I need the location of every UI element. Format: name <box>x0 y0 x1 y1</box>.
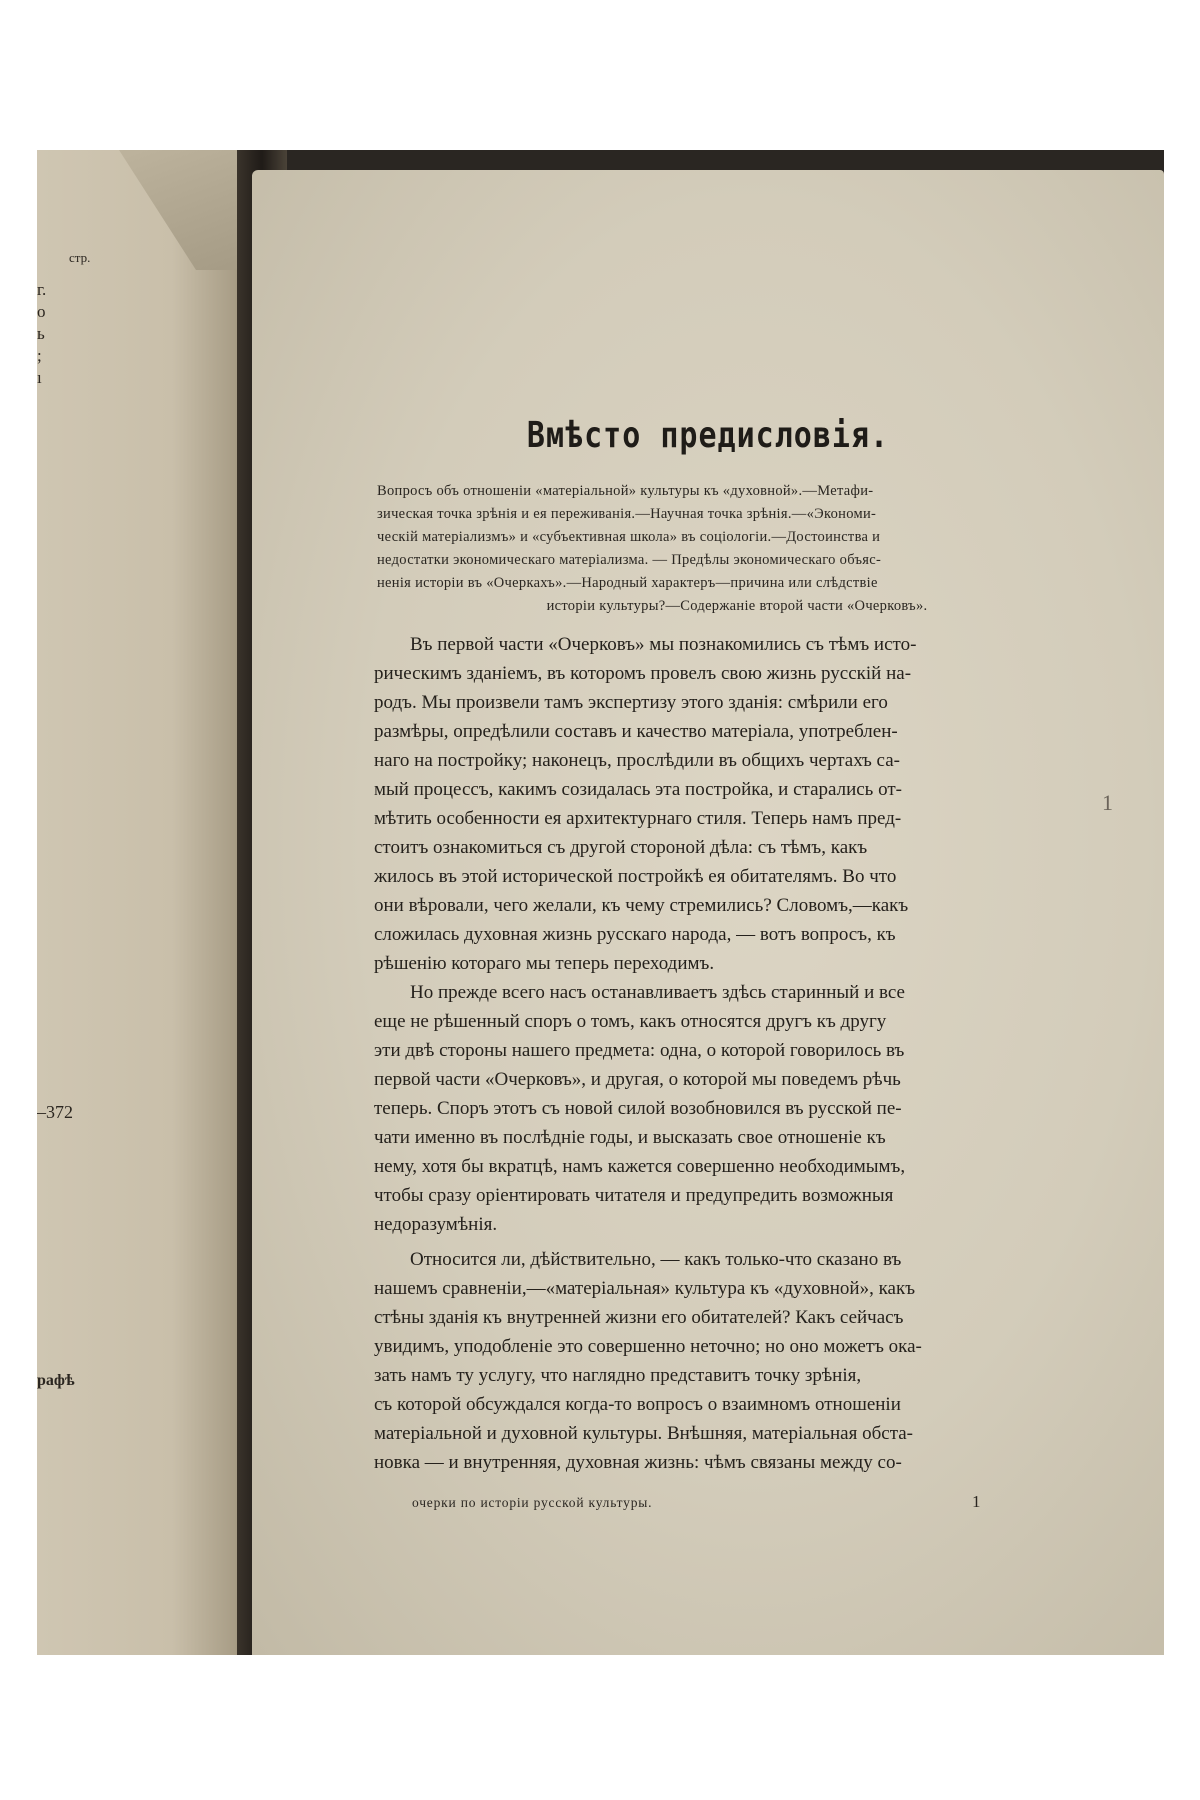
text-line: рѣшенію котораго мы теперь переходимъ. <box>374 953 715 974</box>
paragraph-1 <box>374 630 1064 978</box>
text-line: чати именно въ послѣдніе годы, и высказать свое отношеніе къ <box>374 1127 886 1148</box>
text-line: нему, хотя бы вкратцѣ, намъ кажется совершенно необходимымъ, <box>374 1156 906 1177</box>
summary-line: исторіи культуры?—Содержаніе второй части «Очерковъ». <box>546 598 928 614</box>
paragraph-3 <box>374 1245 1064 1477</box>
text-line: сложилась духовная жизнь русскаго народа, — вотъ вопросъ, къ <box>374 924 896 945</box>
left-fragment: ; <box>37 346 42 365</box>
summary-line: Вопросъ объ отношеніи «матеріальной» культуры къ «духовной».—Метафи- <box>377 483 874 499</box>
summary-line: недостатки экономическаго матеріализма. — Предѣлы экономическаго объяс- <box>377 552 882 568</box>
summary-line: зическая точка зрѣнія и ея переживанія.—Научная точка зрѣнія.—«Экономи- <box>377 506 877 522</box>
left-fragment: ь <box>37 324 45 343</box>
text-line: Относится ли, дѣйствительно, — какъ только-что сказано въ <box>410 1249 902 1270</box>
body-text <box>374 630 1064 1477</box>
text-line: зать намъ ту услугу, что наглядно представитъ точку зрѣнія, <box>374 1365 862 1386</box>
text-line: наго на постройку; наконецъ, прослѣдили въ общихъ чертахъ са- <box>374 750 900 771</box>
left-fragment: о <box>37 302 46 321</box>
text-line: Но прежде всего насъ останавливаетъ здѣсь старинный и все <box>410 982 905 1003</box>
text-line: нашемъ сравненіи,—«матеріальная» культура къ «духовной», какъ <box>374 1278 916 1299</box>
text-line: размѣры, опредѣлили составъ и качество матеріала, употреблен- <box>374 721 898 742</box>
page-title: Вмѣсто предисловія. <box>526 414 890 457</box>
text-line: теперь. Споръ этотъ съ новой силой возобновился въ русской пе- <box>374 1098 902 1119</box>
text-line: Въ первой части «Очерковъ» мы познакомились съ тѣмъ исто- <box>410 634 917 655</box>
left-fragment: г. <box>37 280 47 299</box>
text-line: рическимъ зданіемъ, въ которомъ провелъ свою жизнь русскій на- <box>374 663 912 684</box>
left-fragment: рафѣ <box>37 1372 75 1389</box>
summary-line: ненія исторіи въ «Очеркахъ».—Народный характеръ—причина или слѣдствіе <box>377 575 878 591</box>
text-line: они вѣровали, чего желали, къ чему стремились? Словомъ,—какъ <box>374 895 909 916</box>
text-line: родъ. Мы произвели тамъ экспертизу этого зданія: смѣрили его <box>374 692 888 713</box>
text-line: увидимъ, уподобленіе это совершенно неточно; но оно можетъ ока- <box>374 1336 922 1357</box>
summary-line: ческій матеріализмъ» и «субъективная школа» въ соціологіи.—Достоинства и <box>377 529 881 545</box>
left-fragment: ı <box>37 368 42 387</box>
pencil-margin-mark: 1 <box>1102 790 1113 815</box>
running-footer-title: очерки по исторіи русской культуры. <box>412 1495 653 1510</box>
text-line: первой части «Очерковъ», и другая, о которой мы поведемъ рѣчь <box>374 1069 901 1090</box>
text-line: чтобы сразу оріентировать читателя и предупредить возможныя <box>374 1185 894 1206</box>
left-fragment: стр. <box>69 250 91 265</box>
page-number: 1 <box>972 1492 981 1511</box>
paragraph-2 <box>374 978 1064 1239</box>
text-line: жилось въ этой исторической постройкѣ ея обитателямъ. Во что <box>374 866 897 887</box>
left-fragment: –372 <box>37 1102 73 1122</box>
text-line: еще не рѣшенный споръ о томъ, какъ относятся другъ къ другу <box>374 1011 887 1032</box>
text-line: новка — и внутренняя, духовная жизнь: чѣмъ связаны между со- <box>374 1452 902 1473</box>
text-line: недоразумѣнія. <box>374 1214 498 1235</box>
chapter-summary <box>377 480 1057 618</box>
text-line: съ которой обсуждался когда-то вопросъ о взаимномъ отношеніи <box>374 1394 901 1415</box>
text-line: стоитъ ознакомиться съ другой стороной дѣла: съ тѣмъ, какъ <box>374 837 868 858</box>
text-line: эти двѣ стороны нашего предмета: одна, о которой говорилось въ <box>374 1040 905 1061</box>
text-line: стѣны зданія къ внутренней жизни его обитателей? Какъ сейчасъ <box>374 1307 904 1328</box>
text-line: мѣтить особенности ея архитектурнаго стиля. Теперь намъ пред- <box>374 808 902 829</box>
main-page <box>252 170 1164 1655</box>
book-photo <box>37 150 1164 1655</box>
text-line: мый процессъ, какимъ созидалась эта постройка, и старались от- <box>374 779 902 800</box>
text-line: матеріальной и духовной культуры. Внѣшняя, матеріальная обста- <box>374 1423 913 1444</box>
previous-page <box>37 150 262 1655</box>
